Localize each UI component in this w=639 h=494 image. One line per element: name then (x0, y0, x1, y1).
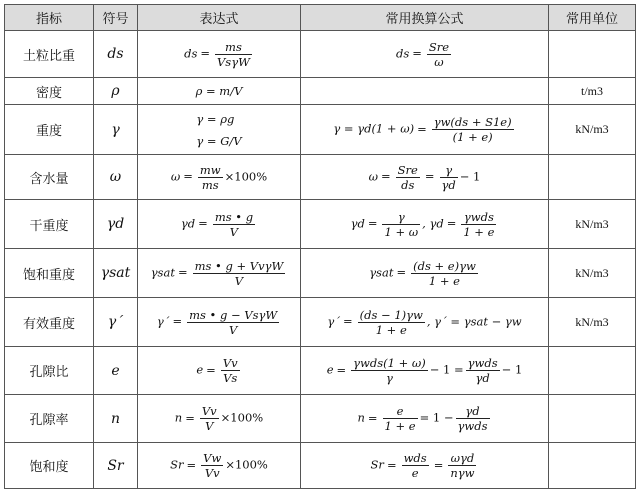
row-symbol: ρ (94, 78, 138, 105)
frac-numerator: γwds (461, 210, 496, 225)
row-expression (138, 155, 301, 200)
frac-numerator: wds (403, 451, 427, 465)
table-row (5, 347, 636, 395)
formula-mid: − 1 = (429, 362, 464, 377)
row-name: 孔隙比 (5, 347, 94, 395)
expr-fraction (200, 404, 219, 433)
frac-denominator: γd (475, 371, 490, 385)
frac-numerator: γd (456, 404, 490, 419)
row-expression (138, 347, 301, 395)
frac-denominator: e (411, 466, 419, 480)
expr-lhs: γsat (150, 265, 175, 279)
row-symbol: Sr (94, 443, 138, 489)
table-row (5, 78, 636, 105)
expr-suffix: ×100% (220, 410, 264, 425)
expr-fraction (198, 163, 223, 192)
row-name: 干重度 (5, 200, 94, 249)
row-formula (301, 78, 549, 105)
frac-denominator: nγw (450, 466, 475, 480)
formula-lhs: γsat (369, 265, 394, 279)
frac-denominator: (1 + e) (452, 130, 493, 144)
row-symbol: γd (94, 200, 138, 249)
formula-eq: = (396, 265, 407, 279)
frac-denominator: 1 + e (463, 224, 495, 239)
expr-lhs: γd (180, 216, 196, 230)
table-row (5, 443, 636, 489)
frac-numerator: ωγd (448, 451, 476, 466)
frac-denominator: 1 + e (375, 322, 407, 337)
formula-eq: = (367, 410, 378, 425)
row-symbol: e (94, 347, 138, 395)
formula-eq: = (446, 216, 457, 230)
formula-lhs: ds (395, 46, 410, 60)
row-formula (301, 395, 549, 443)
frac-numerator: ms • g + VvγW (194, 258, 284, 273)
expr-lhs: γ´ (156, 314, 170, 328)
row-name: 饱和度 (5, 443, 94, 489)
row-expression (138, 249, 301, 298)
formula-eq: = (386, 457, 397, 472)
row-formula (301, 298, 549, 347)
formula-fraction (427, 40, 451, 69)
frac-numerator: Vw (203, 451, 222, 465)
expr-eq: = (186, 457, 197, 472)
row-expression (138, 105, 301, 155)
frac-denominator: V (205, 419, 214, 433)
formula-tail: , γ´ = γsat − γw (426, 314, 522, 328)
row-unit: kN/m3 (549, 105, 636, 155)
expr-fraction (215, 40, 252, 69)
formula-lhs: ω (368, 169, 379, 183)
formula-eq: = (336, 362, 347, 377)
expr-lhs: ds (184, 46, 198, 60)
frac-numerator: ms (215, 40, 252, 55)
row-formula (301, 31, 549, 78)
formula-fraction (432, 115, 514, 144)
row-formula (301, 443, 549, 489)
expr-lhs: n (174, 410, 183, 425)
row-unit: kN/m3 (549, 249, 636, 298)
frac-numerator: ms • g (214, 209, 254, 224)
frac-numerator: (ds − 1)γw (359, 307, 423, 322)
row-unit: kN/m3 (549, 298, 636, 347)
row-expression (138, 395, 301, 443)
row-formula (301, 249, 549, 298)
header-unit: 常用单位 (549, 5, 636, 31)
expr-eq: = (172, 314, 183, 328)
frac-numerator: γw(ds + S1e) (433, 115, 512, 129)
expr-stack (196, 108, 241, 152)
formula-lhs: n (357, 410, 365, 425)
frac-denominator: V (234, 273, 244, 288)
formula-eq: = (412, 46, 422, 60)
frac-numerator: mw (199, 162, 221, 177)
expr-suffix: ×100% (224, 169, 268, 183)
expr-suffix: ×100% (225, 457, 268, 472)
frac-numerator: Vv (201, 404, 217, 418)
formula-fraction (411, 259, 478, 288)
formula-eq: = (367, 216, 378, 230)
frac-numerator: Vv (222, 356, 238, 370)
row-symbol: γ´ (94, 298, 138, 347)
formula-suffix: − 1 (459, 169, 481, 183)
row-formula (301, 105, 549, 155)
expr-lhs: ω (170, 169, 181, 183)
row-name: 重度 (5, 105, 94, 155)
row-symbol: ω (94, 155, 138, 200)
formula-eq: = (342, 314, 353, 328)
frac-denominator: ms (201, 177, 219, 192)
frac-numerator: γ (440, 163, 458, 178)
expr-eq: = (185, 410, 195, 425)
expr-fraction (213, 210, 255, 239)
formula-fraction (461, 210, 496, 239)
row-name: 含水量 (5, 155, 94, 200)
formula-eq: = (424, 169, 435, 183)
row-unit (549, 347, 636, 395)
row-expression (138, 298, 301, 347)
frac-denominator: ds (401, 177, 415, 192)
frac-denominator: V (228, 322, 238, 337)
table-row (5, 155, 636, 200)
row-unit (549, 31, 636, 78)
formula-mid: = 1 − (419, 410, 454, 425)
soil-properties-table (4, 4, 636, 489)
expr-eq: = (177, 265, 188, 279)
frac-numerator: Sre (397, 162, 418, 177)
frac-denominator: 1 + ω (384, 224, 419, 239)
formula-lhs: γ´ (327, 314, 340, 328)
formula-fraction (440, 163, 458, 192)
formula-lhs: Sr (370, 457, 384, 472)
frac-numerator: e (383, 404, 418, 419)
row-unit (549, 155, 636, 200)
row-name: 孔隙率 (5, 395, 94, 443)
formula-lhs: e (326, 362, 334, 377)
row-formula (301, 200, 549, 249)
expr-eq: = (200, 46, 210, 60)
frac-numerator: Sre (428, 39, 450, 54)
row-symbol: γsat (94, 249, 138, 298)
expr-lhs: e (196, 362, 204, 377)
row-formula (301, 155, 549, 200)
expr-line: γ = ρg (196, 111, 235, 126)
frac-numerator: ms • g − VsγW (189, 307, 278, 322)
formula-eq: = (417, 121, 427, 136)
row-unit (549, 443, 636, 489)
header-expression: 表达式 (138, 5, 301, 31)
table-row (5, 249, 636, 298)
formula-fraction (396, 163, 420, 192)
frac-denominator: γ (386, 371, 393, 385)
table-row (5, 200, 636, 249)
frac-denominator: Vs (223, 371, 238, 385)
frac-numerator: γwds (467, 356, 498, 370)
header-symbol: 符号 (94, 5, 138, 31)
row-name: 有效重度 (5, 298, 94, 347)
header-indicator: 指标 (5, 5, 94, 31)
row-name: 土粒比重 (5, 31, 94, 78)
expr-eq: = (183, 169, 193, 183)
row-unit: t/m3 (549, 78, 636, 105)
formula-suffix: − 1 (501, 362, 523, 377)
table-row (5, 395, 636, 443)
frac-denominator: V (229, 224, 239, 239)
table-row (5, 105, 636, 155)
expr-lhs: Sr (170, 457, 184, 472)
row-symbol: ds (94, 31, 138, 78)
formula-fraction (402, 451, 429, 480)
row-expression (138, 200, 301, 249)
frac-denominator: ω (434, 54, 444, 69)
row-expression (138, 443, 301, 489)
formula-eq: = (381, 169, 391, 183)
frac-numerator: γwds(1 + ω) (353, 356, 426, 370)
expr-fraction (221, 356, 240, 385)
formula-mid: , γd (422, 216, 444, 230)
frac-denominator: 1 + e (428, 273, 460, 288)
row-unit: kN/m3 (549, 200, 636, 249)
row-symbol: n (94, 395, 138, 443)
formula-fraction (382, 210, 420, 239)
table-row (5, 31, 636, 78)
frac-numerator: (ds + e)γw (413, 258, 476, 273)
formula-fraction (351, 356, 428, 385)
table-row (5, 298, 636, 347)
header-row (5, 5, 636, 31)
row-formula (301, 347, 549, 395)
expr-eq: = (206, 362, 216, 377)
formula-fraction (358, 308, 425, 337)
expr-eq: = (198, 216, 208, 230)
frac-denominator: γwds (457, 419, 488, 433)
formula-fraction (448, 451, 476, 480)
formula-fraction (383, 404, 418, 433)
formula-eq: = (433, 457, 444, 472)
expr-fraction (187, 308, 279, 337)
row-expression (138, 78, 301, 105)
row-symbol: γ (94, 105, 138, 155)
row-name: 密度 (5, 78, 94, 105)
header-formula: 常用换算公式 (301, 5, 549, 31)
expr-fraction (201, 451, 223, 480)
row-name: 饱和重度 (5, 249, 94, 298)
frac-denominator: 1 + e (384, 419, 416, 433)
formula-fraction (466, 356, 500, 385)
expr-text: ρ = m/V (195, 84, 243, 98)
expr-line: γ = G/V (196, 133, 242, 148)
formula-lhs: γd (350, 216, 365, 230)
frac-denominator: γd (441, 177, 456, 192)
frac-denominator: Vv (204, 466, 220, 480)
frac-numerator: γ (382, 210, 420, 225)
formula-lhs: γ = γd(1 + ω) (333, 121, 415, 136)
formula-fraction (456, 404, 490, 433)
expr-fraction (193, 259, 286, 288)
row-unit (549, 395, 636, 443)
row-expression (138, 31, 301, 78)
frac-denominator: VsγW (217, 54, 250, 69)
